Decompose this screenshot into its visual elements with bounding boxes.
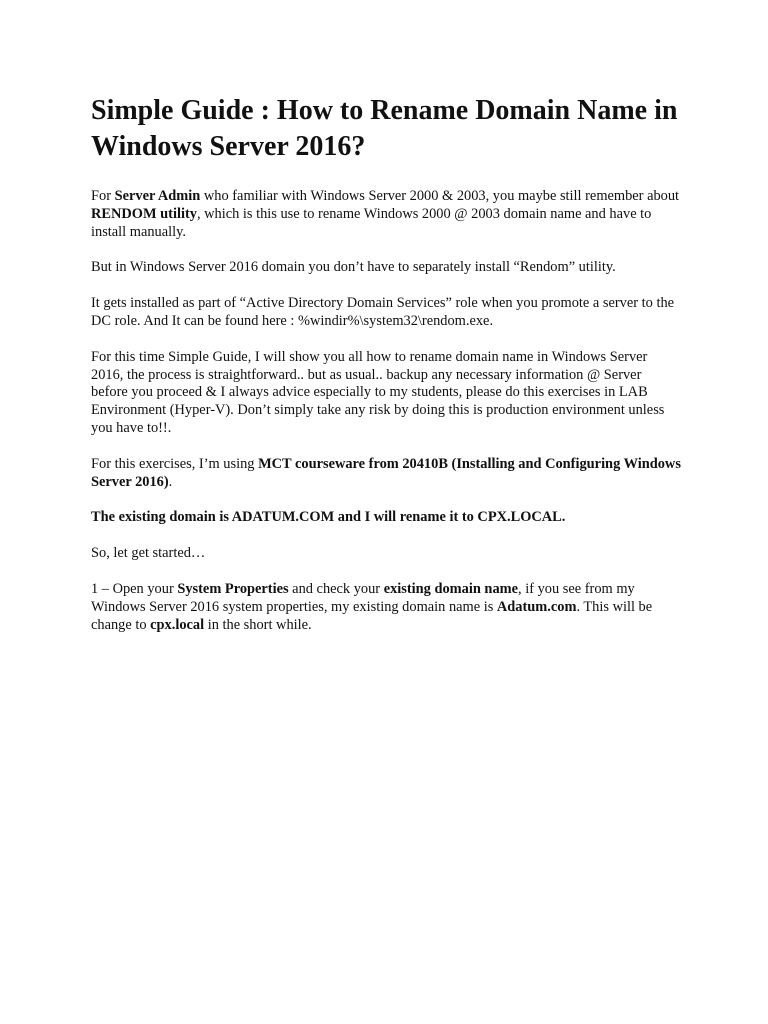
intro-text-2: who familiar with Windows Server 2000 & 2003, you maybe still remember about xyxy=(200,188,680,204)
step-1-paragraph xyxy=(91,581,681,634)
step-1-text-4: . This will be change to xyxy=(91,598,653,633)
step-1-text-1: 1 – Open your xyxy=(91,580,178,597)
intro-text-3: , which is this use to rename Windows 2000 @ 2003 domain name and have to install manually. xyxy=(91,205,652,240)
intro-text-1: For xyxy=(91,188,115,204)
existing-domain-paragraph xyxy=(91,509,681,527)
document-title: Simple Guide : How to Rename Domain Name in Windows Server 2016? xyxy=(91,95,678,162)
server-admin-bold: Server Admin xyxy=(114,188,201,204)
existing-domain-bold: The existing domain is ADATUM.COM and I will rename it to CPX.LOCAL. xyxy=(91,509,566,526)
step-1-text-2: and check your xyxy=(288,580,384,597)
courseware-paragraph xyxy=(91,456,681,492)
intro-paragraph xyxy=(91,188,681,241)
cpx-local-bold: cpx.local xyxy=(150,616,205,633)
courseware-text-2: . xyxy=(168,473,173,490)
step-1-text-5: in the short while. xyxy=(204,616,312,633)
system-properties-bold: System Properties xyxy=(177,580,289,597)
rendom-install-paragraph: But in Windows Server 2016 domain you don’t have to separately install “Rendom” utility. xyxy=(91,259,616,276)
rendom-location-paragraph: It gets installed as part of “Active Directory Domain Services” role when you promote a server to the DC role. And It can be found here : %windir%\system32\rendom.exe. xyxy=(91,295,675,329)
courseware-bold: MCT courseware from 20410B (Installing and Configuring Windows Server 2016) xyxy=(91,455,681,490)
adatum-com-bold: Adatum.com xyxy=(496,598,577,615)
rendom-utility-bold: RENDOM utility xyxy=(91,205,197,222)
step-1-text-3: , if you see from my Windows Server 2016 system properties, my existing domain name is xyxy=(91,580,635,615)
get-started-paragraph: So, let get started… xyxy=(91,545,206,562)
document-page xyxy=(91,93,681,652)
existing-domain-name-bold: existing domain name xyxy=(383,580,519,597)
courseware-text-1: For this exercises, I’m using xyxy=(91,455,259,472)
guide-overview-paragraph: For this time Simple Guide, I will show you all how to rename domain name in Windows Server 2016, the process is straightforward.. but as usual.. backup any necessary information @ Server before you proceed & I always advice especially to my students, please do this exercises in LAB Environment (Hyper-V). Don’t simply take any risk by doing this is production environment unless you have to!!. xyxy=(91,348,665,436)
